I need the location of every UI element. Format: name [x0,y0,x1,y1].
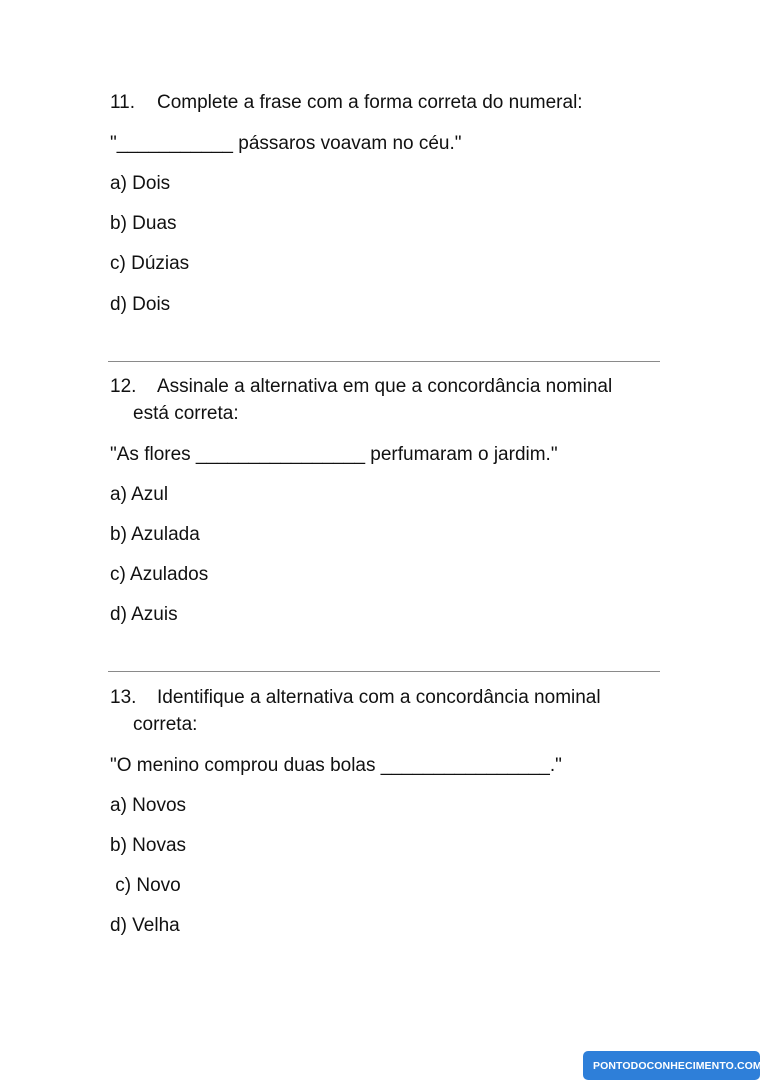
site-logo-badge [583,1051,760,1080]
question-13-option-c: c) Novo [110,875,181,896]
question-13-option-d: d) Velha [110,915,180,936]
question-13-prompt-continuation: correta: [133,714,198,735]
question-12-option-a: a) Azul [110,484,169,505]
question-11-option-a: a) Dois [110,173,171,194]
question-11-option-b: b) Duas [110,213,177,234]
question-text: Assinale a alternativa em que a concordância nominal [157,376,613,397]
question-11-option-c: c) Dúzias [110,253,190,274]
question-number: 12. [110,376,137,397]
question-number: 13. [110,687,137,708]
question-13-option-a: a) Novos [110,795,187,816]
question-12-sentence: "As flores ________________ perfumaram o jardim." [110,444,558,465]
question-number: 11. [110,92,136,113]
question-13-prompt [110,686,601,710]
question-12-option-d: d) Azuis [110,604,178,625]
section-divider [108,361,660,362]
question-12-option-c: c) Azulados [110,564,209,585]
question-11-option-d: d) Dois [110,294,171,315]
question-13-option-b: b) Novas [110,835,187,856]
question-text: Complete a frase com a forma correta do numeral: [157,92,583,113]
site-logo-text: PONTODOCONHECIMENTO.COM [593,1059,762,1072]
question-text: Identifique a alternativa com a concordância nominal [157,687,601,708]
question-12-prompt-continuation: está correta: [133,403,239,424]
section-divider [108,671,660,672]
question-12-prompt [110,375,612,399]
question-12-option-b: b) Azulada [110,524,200,545]
question-13-sentence: "O menino comprou duas bolas ________________." [110,755,562,776]
question-11-sentence: "___________ pássaros voavam no céu." [110,133,462,154]
question-11-prompt [110,91,583,115]
